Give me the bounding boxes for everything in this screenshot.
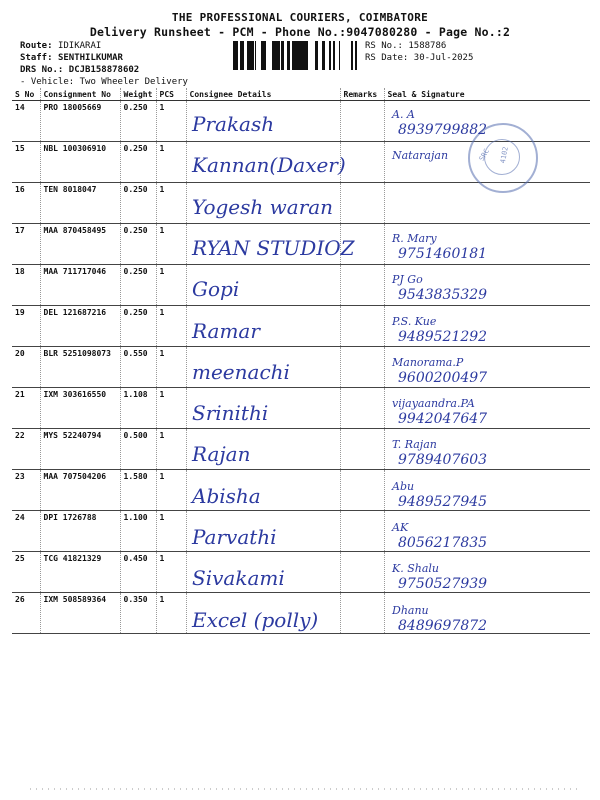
barcode-bar bbox=[235, 41, 237, 70]
handwritten-signature: A. A bbox=[392, 108, 415, 121]
col-header-remarks: Remarks bbox=[340, 88, 384, 101]
handwritten-phone: 9789407603 bbox=[398, 452, 488, 469]
row-weight: 0.250 bbox=[120, 265, 156, 306]
barcode-bar bbox=[240, 41, 243, 70]
rs-no-value: 1588786 bbox=[408, 41, 447, 51]
barcode-bar bbox=[333, 41, 334, 70]
row-pcs: 1 bbox=[156, 593, 186, 634]
handwritten-consignee-name: RYAN STUDIOZ bbox=[192, 235, 355, 260]
row-remarks-cell bbox=[340, 593, 384, 634]
table-row bbox=[12, 552, 590, 593]
row-weight: 0.250 bbox=[120, 183, 156, 224]
handwritten-consignee-name: Kannan(Daxer) bbox=[192, 153, 346, 178]
row-consignment-no: MAA 870458495 bbox=[40, 224, 120, 265]
handwritten-consignee-name: Parvathi bbox=[192, 525, 277, 549]
barcode-bar bbox=[294, 41, 297, 70]
col-header-seal: Seal & Signature bbox=[384, 88, 590, 101]
table-row bbox=[12, 388, 590, 429]
row-weight: 0.250 bbox=[120, 142, 156, 183]
handwritten-consignee-name: Ramar bbox=[192, 318, 260, 343]
row-consignment-no: TEN 8018047 bbox=[40, 183, 120, 224]
row-pcs: 1 bbox=[156, 101, 186, 142]
staff-line: Staff: SENTHILKUMAR bbox=[20, 53, 123, 63]
rs-date-line: RS Date: 30-Jul-2025 bbox=[365, 53, 474, 63]
row-remarks-cell bbox=[340, 429, 384, 470]
row-pcs: 1 bbox=[156, 429, 186, 470]
handwritten-signature: P.S. Kue bbox=[392, 314, 437, 328]
col-header-weight: Weight bbox=[120, 88, 156, 101]
row-consignment-no: TCG 41821329 bbox=[40, 552, 120, 593]
barcode-bar bbox=[263, 41, 264, 70]
handwritten-signature: vijayaandra.PA bbox=[392, 397, 475, 411]
barcode-bar bbox=[301, 41, 304, 70]
handwritten-signature: Abu bbox=[392, 479, 415, 493]
table-row bbox=[12, 306, 590, 347]
handwritten-phone: 9750527939 bbox=[398, 576, 488, 593]
handwritten-consignee-name: Yogesh waran bbox=[192, 194, 334, 219]
barcode-bar bbox=[247, 41, 249, 70]
barcode-bar bbox=[300, 41, 301, 70]
vehicle-line: - Vehicle: Two Wheeler Delivery bbox=[20, 77, 188, 87]
barcode-bar bbox=[233, 41, 235, 70]
row-pcs: 1 bbox=[156, 388, 186, 429]
handwritten-consignee-name: Abisha bbox=[192, 483, 261, 508]
row-consignment-no: IXM 303616550 bbox=[40, 388, 120, 429]
col-header-sno: S No bbox=[12, 88, 40, 101]
row-remarks-cell bbox=[340, 470, 384, 511]
barcode-bar bbox=[306, 41, 308, 70]
table-row bbox=[12, 347, 590, 388]
rs-info-block bbox=[365, 40, 473, 64]
handwritten-phone: 8939799882 bbox=[398, 122, 488, 138]
handwritten-signature: Dhanu bbox=[392, 603, 429, 617]
handwritten-signature: Natarajan bbox=[392, 149, 449, 163]
handwritten-signature: K. Shalu bbox=[392, 562, 439, 576]
row-pcs: 1 bbox=[156, 265, 186, 306]
row-pcs: 1 bbox=[156, 183, 186, 224]
col-header-pcs: PCS bbox=[156, 88, 186, 101]
footer-dotted-line bbox=[0, 786, 600, 792]
row-sno: 17 bbox=[12, 224, 40, 265]
barcode-bar bbox=[292, 41, 294, 70]
row-remarks-cell bbox=[340, 101, 384, 142]
handwritten-phone: 9489527945 bbox=[398, 493, 488, 510]
table-row bbox=[12, 511, 590, 552]
handwritten-consignee-name: Excel (polly) bbox=[192, 607, 319, 632]
runsheet-subtitle: Delivery Runsheet - PCM - Phone No.:9047080280 - Page No.:2 bbox=[89, 25, 511, 39]
handwritten-phone: 9543835329 bbox=[398, 287, 488, 304]
handwritten-consignee-name: Rajan bbox=[192, 442, 251, 467]
route-info-block bbox=[20, 40, 188, 88]
row-sno: 15 bbox=[12, 142, 40, 183]
barcode-bar bbox=[287, 41, 290, 70]
drs-value: DCJB158878602 bbox=[68, 65, 140, 75]
barcode-bar bbox=[297, 41, 300, 70]
handwritten-phone: 9600200497 bbox=[398, 369, 488, 386]
barcode-bar bbox=[315, 41, 318, 70]
row-remarks-cell bbox=[340, 142, 384, 183]
row-consignment-no: MAA 711717046 bbox=[40, 265, 120, 306]
row-weight: 0.250 bbox=[120, 306, 156, 347]
col-header-consignee: Consignee Details bbox=[186, 88, 340, 101]
row-consignment-no: BLR 5251098073 bbox=[40, 347, 120, 388]
handwritten-phone: 9489521292 bbox=[398, 328, 488, 345]
row-sno: 22 bbox=[12, 429, 40, 470]
barcode-bar bbox=[243, 41, 244, 70]
barcode bbox=[233, 41, 357, 70]
handwritten-consignee-name: meenachi bbox=[192, 359, 290, 384]
barcode-bar bbox=[356, 41, 357, 70]
row-pcs: 1 bbox=[156, 347, 186, 388]
row-pcs: 1 bbox=[156, 552, 186, 593]
barcode-bar bbox=[322, 41, 325, 70]
table-row bbox=[12, 470, 590, 511]
row-weight: 0.250 bbox=[120, 101, 156, 142]
row-sno: 16 bbox=[12, 183, 40, 224]
barcode-bar bbox=[277, 41, 280, 70]
row-remarks-cell bbox=[340, 265, 384, 306]
barcode-bar bbox=[355, 41, 356, 70]
handwritten-signature: Manorama.P bbox=[392, 355, 464, 369]
row-remarks-cell bbox=[340, 511, 384, 552]
row-sno: 20 bbox=[12, 347, 40, 388]
barcode-bar bbox=[281, 41, 284, 70]
row-pcs: 1 bbox=[156, 224, 186, 265]
row-pcs: 1 bbox=[156, 470, 186, 511]
row-weight: 0.350 bbox=[120, 593, 156, 634]
row-remarks-cell bbox=[340, 552, 384, 593]
route-line: Route: IDIKARAI bbox=[20, 41, 102, 51]
stamp-text: SRC bbox=[477, 147, 491, 163]
route-value: IDIKARAI bbox=[57, 41, 102, 51]
row-remarks-cell bbox=[340, 183, 384, 224]
barcode-bar bbox=[274, 41, 277, 70]
row-weight: 0.500 bbox=[120, 429, 156, 470]
rs-no-line: RS No.: 1588786 bbox=[365, 41, 447, 51]
barcode-bar bbox=[272, 41, 274, 70]
row-consignment-no: NBL 100306910 bbox=[40, 142, 120, 183]
handwritten-phone: 9942047647 bbox=[398, 411, 488, 428]
row-weight: 0.550 bbox=[120, 347, 156, 388]
barcode-bar bbox=[351, 41, 353, 70]
row-weight: 1.100 bbox=[120, 511, 156, 552]
row-consignment-no: MAA 707504206 bbox=[40, 470, 120, 511]
row-consignment-no: PRO 18005669 bbox=[40, 101, 120, 142]
barcode-bar bbox=[334, 41, 335, 70]
row-weight: 1.580 bbox=[120, 470, 156, 511]
table-row bbox=[12, 429, 590, 470]
row-consignment-no: DEL 121687216 bbox=[40, 306, 120, 347]
row-consignment-no: IXM 508589364 bbox=[40, 593, 120, 634]
barcode-bar bbox=[249, 41, 252, 70]
row-sno: 24 bbox=[12, 511, 40, 552]
handwritten-signature: PJ Go bbox=[392, 273, 423, 287]
barcode-bar bbox=[255, 41, 256, 70]
row-sno: 14 bbox=[12, 101, 40, 142]
handwritten-phone: 9751460181 bbox=[398, 245, 488, 262]
row-sno: 21 bbox=[12, 388, 40, 429]
row-sno: 23 bbox=[12, 470, 40, 511]
stamp-code: 4102 bbox=[499, 146, 510, 164]
row-remarks-cell bbox=[340, 347, 384, 388]
barcode-bar bbox=[261, 41, 263, 70]
row-sno: 19 bbox=[12, 306, 40, 347]
row-weight: 0.250 bbox=[120, 224, 156, 265]
handwritten-consignee-name: Sivakami bbox=[192, 566, 285, 591]
barcode-bar bbox=[264, 41, 266, 70]
handwritten-consignee-name: Srinithi bbox=[192, 401, 269, 426]
row-pcs: 1 bbox=[156, 511, 186, 552]
vehicle-value: Two Wheeler Delivery bbox=[79, 77, 188, 87]
company-title: THE PROFESSIONAL COURIERS, COIMBATORE bbox=[171, 11, 429, 24]
barcode-bar bbox=[329, 41, 331, 70]
row-weight: 0.450 bbox=[120, 552, 156, 593]
row-sno: 18 bbox=[12, 265, 40, 306]
rs-date-value: 30-Jul-2025 bbox=[413, 53, 474, 63]
handwritten-signature: AK bbox=[392, 521, 409, 534]
row-sno: 25 bbox=[12, 552, 40, 593]
handwritten-phone: 8489697872 bbox=[398, 617, 488, 634]
handwritten-signature: R. Mary bbox=[392, 231, 437, 245]
table-row bbox=[12, 265, 590, 306]
drs-line: DRS No.: DCJB158878602 bbox=[20, 65, 140, 75]
handwritten-signature: T. Rajan bbox=[392, 438, 437, 452]
col-header-consignment: Consignment No bbox=[40, 88, 120, 101]
row-pcs: 1 bbox=[156, 142, 186, 183]
row-consignment-no: DPI 1726788 bbox=[40, 511, 120, 552]
row-remarks-cell bbox=[340, 388, 384, 429]
row-pcs: 1 bbox=[156, 306, 186, 347]
handwritten-phone: 8056217835 bbox=[398, 535, 488, 551]
staff-value: SENTHILKUMAR bbox=[57, 53, 123, 63]
row-consignment-no: MYS 52240794 bbox=[40, 429, 120, 470]
row-weight: 1.108 bbox=[120, 388, 156, 429]
row-sno: 26 bbox=[12, 593, 40, 634]
barcode-bar bbox=[252, 41, 254, 70]
barcode-bar bbox=[339, 41, 340, 70]
handwritten-consignee-name: Gopi bbox=[192, 277, 240, 302]
table-header-row bbox=[12, 88, 590, 101]
row-remarks-cell bbox=[340, 306, 384, 347]
barcode-bar bbox=[304, 41, 306, 70]
barcode-bar bbox=[237, 41, 238, 70]
handwritten-consignee-name: Prakash bbox=[192, 112, 275, 136]
